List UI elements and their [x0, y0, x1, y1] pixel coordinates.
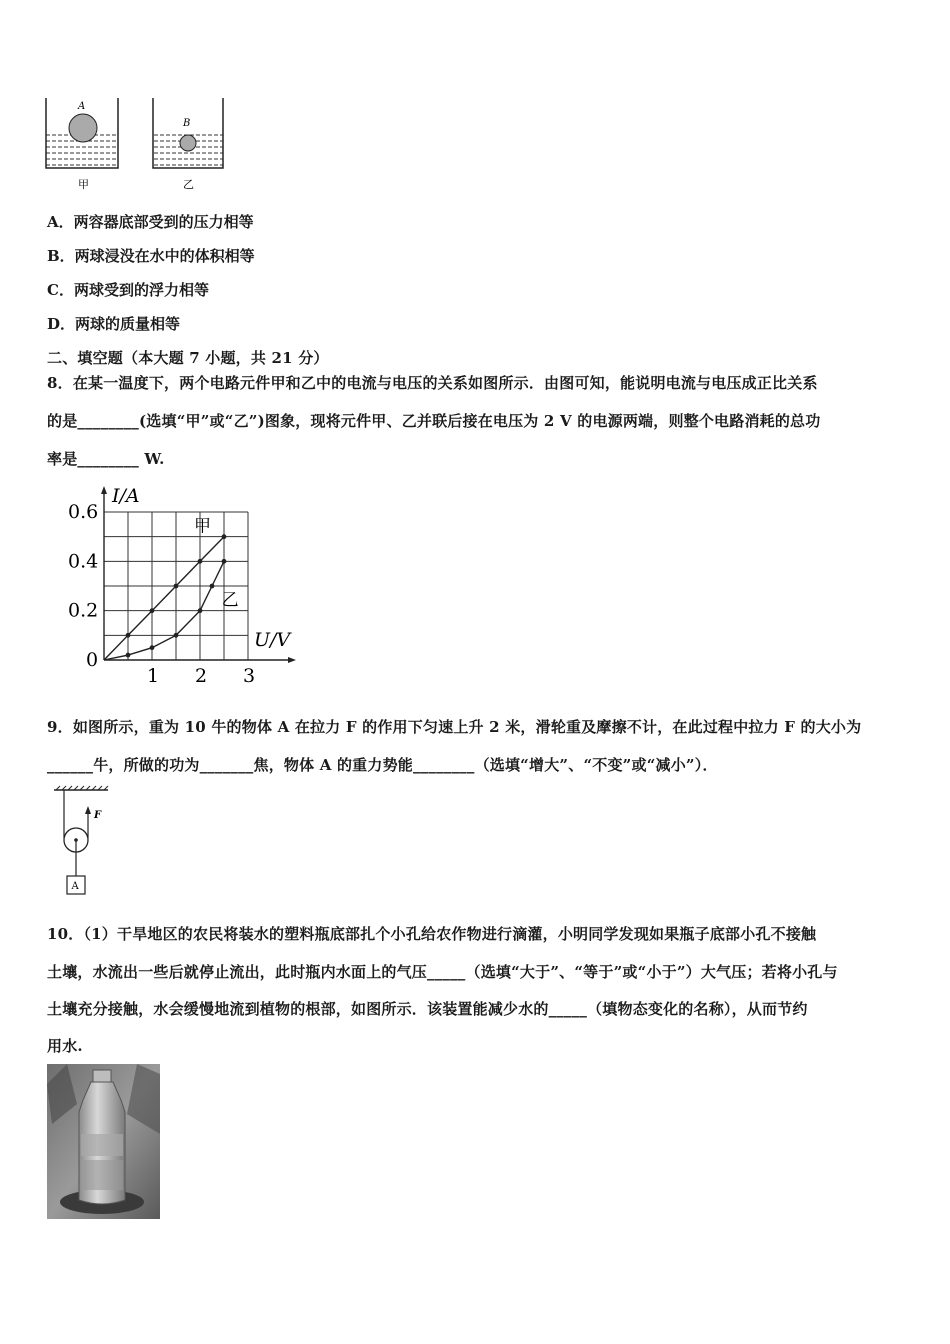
- bottle-photo: [47, 1064, 160, 1219]
- x-tick-label: 2: [195, 665, 208, 684]
- containers-figure: [40, 96, 230, 196]
- ball-b-label: B: [183, 118, 191, 129]
- force-arrow: [85, 806, 91, 814]
- series-point: [198, 559, 203, 564]
- q8-line-1: 8．在某一温度下，两个电路元件甲和乙中的电流与电压的关系如图所示．由图可知，能说明电流与电压成正比关系: [47, 374, 818, 392]
- x-axis-label: U/V: [254, 629, 291, 651]
- option-b: B．两球浸没在水中的体积相等: [47, 247, 255, 265]
- series-point: [174, 633, 179, 638]
- y-tick-label: 0.6: [68, 501, 99, 523]
- option-a: A．两容器底部受到的压力相等: [47, 213, 254, 231]
- section-title: 二、填空题（本大题 7 小题，共 21 分）: [47, 349, 329, 367]
- x-tick-label: 1: [147, 665, 160, 684]
- q9-line-1: 9．如图所示，重为 10 牛的物体 A 在拉力 F 的作用下匀速上升 2 米，滑轮重及摩擦不计，在此过程中拉力 F 的大小为: [47, 718, 862, 736]
- q10-line-3: 土壤充分接触，水会缓慢地流到植物的根部，如图所示．该装置能减少水的_____（填物态变化的名称），从而节约: [47, 1000, 808, 1018]
- x-axis-arrow: [288, 657, 296, 663]
- caption-right: 乙: [183, 178, 194, 191]
- chart-axis-labels: [111, 485, 292, 651]
- q8-line-2: 的是________(选填“甲”或“乙”)图象，现将元件甲、乙并联后接在电压为 2 V 的电源两端，则整个电路消耗的总功: [47, 412, 821, 430]
- series-point: [222, 534, 227, 539]
- series-point: [150, 608, 155, 613]
- q10-line-1: 10．（1）干旱地区的农民将装水的塑料瓶底部扎个小孔给农作物进行滴灌，小明同学发现如果瓶子底部小孔不接触: [47, 925, 817, 943]
- series-point: [210, 584, 215, 589]
- y-axis-label: I/A: [112, 485, 140, 507]
- container-right: [153, 98, 223, 191]
- ball-a: [69, 114, 97, 142]
- series-point: [126, 633, 131, 638]
- option-d: D．两球的质量相等: [47, 315, 181, 333]
- option-c: C．两球受到的浮力相等: [47, 281, 209, 299]
- y-tick-label: 0.2: [68, 599, 99, 622]
- y-axis-arrow: [101, 486, 107, 494]
- block-a-label: A: [71, 881, 79, 892]
- ball-b: [180, 135, 196, 151]
- q8-line-3: 率是________ W.: [47, 450, 165, 468]
- series-point: [174, 584, 179, 589]
- series-label-yi: 乙: [221, 590, 239, 611]
- q10-line-4: 用水.: [47, 1037, 83, 1055]
- force-label: F: [94, 810, 102, 821]
- bottle-cap: [93, 1070, 111, 1082]
- iv-chart: [62, 484, 302, 684]
- series-point: [150, 645, 155, 650]
- q9-line-2: ______牛，所做的功为_______焦，物体 A 的重力势能________（选填“增大”、“不变”或“减小”）．: [47, 756, 718, 774]
- series-point: [222, 559, 227, 564]
- q10-line-2: 土壤，水流出一些后就停止流出，此时瓶内水面上的气压_____（选填“大于”、“等于”或“小于”）大气压；若将小孔与: [47, 963, 838, 981]
- container-left: [46, 98, 118, 191]
- chart-series: [104, 534, 226, 660]
- x-tick-label: 3: [243, 665, 256, 684]
- caption-left: 甲: [78, 178, 89, 191]
- origin-label: 0: [86, 649, 99, 671]
- pulley-figure: [50, 784, 120, 902]
- y-tick-label: 0.4: [68, 550, 99, 573]
- series-label-jia: 甲: [194, 516, 211, 537]
- series-point: [126, 653, 131, 658]
- ball-a-label: A: [78, 101, 86, 112]
- series-point: [198, 608, 203, 613]
